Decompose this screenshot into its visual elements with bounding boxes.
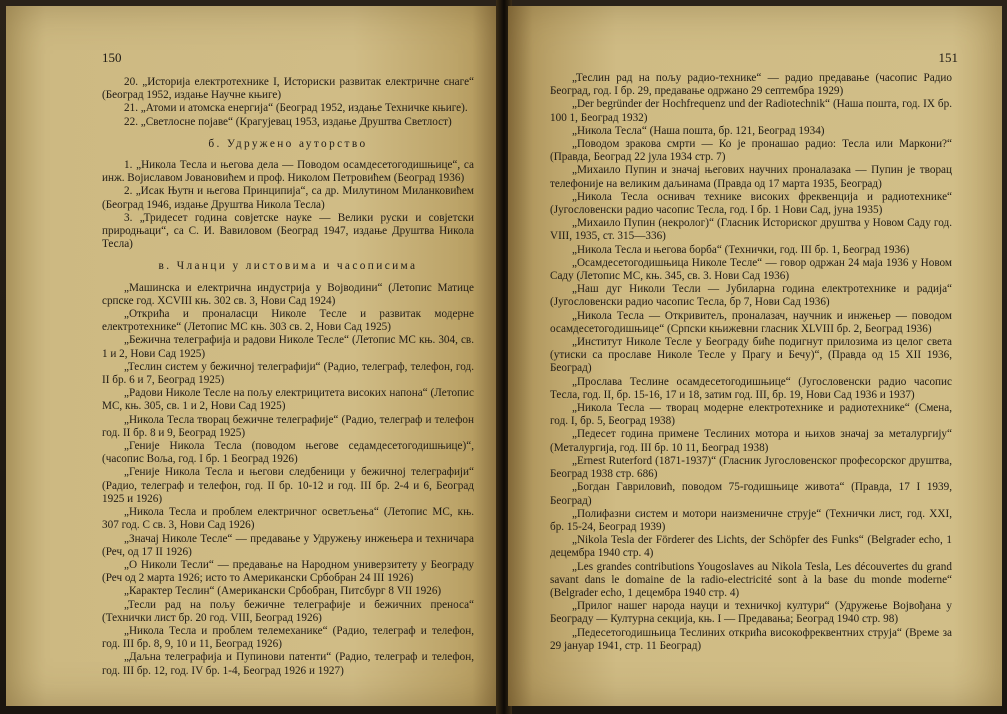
bib-entry: „Открића и проналасци Николе Тесле и развитак модерне електротехнике“ (Летопис МС књ. 303 св. 2, Нови Сад 1925) [102, 308, 474, 334]
bib-entry: 3. „Тридесет година совјетске науке — Велики руски и совјетски природњаци“, са С. И. Вавиловом (Београд 1947, издање Друштва Никола Тесла) [102, 211, 474, 251]
bib-entry: 2. „Исак Њутн и његова Принципија“, са др. Милутином Миланковићем (Београд 1946, издање Друштва Никола Тесла) [102, 185, 474, 211]
page-number: 150 [102, 50, 122, 65]
bib-entry: „Педесет година примене Теслиних мотора и њихов значај за металургију“ (Металургија, год. III бр. 10 11, Београд 1938) [550, 428, 952, 454]
bib-entry: „Институт Николе Тесле у Београду биће подигнут прилозима из целог света (утиски са прославе Николе Тесле у Прагу и Бечу)“, (Правда од 15 XII 1936, Београд) [550, 336, 952, 375]
bib-entry: 21. „Атоми и атомска енергија“ (Београд 1952, издање Техничке књиге). [124, 102, 468, 115]
bib-entry: „Геније Никола Тесла (поводом његове седамдесетогодишњице)“, (часопис Воља, год. I бр. 1 Београд 1926) [102, 440, 474, 466]
bib-entry: „О Николи Тесли“ — предавање на Народном универзитету у Београду (Реч од 2 марта 1926; исто то Американски Србобран 24 III 1926) [102, 558, 474, 585]
bib-entry: „Теслин систем у бежичној телеграфији“ (Радио, телеграф, телефон, год. II бр. 6 и 7, Београд 1925) [102, 360, 474, 387]
bib-entry: „Поводом зракова смрти — Ко је пронашао радио: Тесла или Маркони?“ (Правда, Београд 22 јула 1934 стр. 7) [550, 138, 952, 164]
bib-entry: „Михаило Пупин (некролог)“ (Гласник Историског друштва у Новом Саду год. VIII, 1935, ст. 315—336) [550, 217, 952, 243]
bib-entry: „Der begründer der Hochfrequenz und der Radiotechnik“ (Наша пошта, год. IX бр. 100 1, Београд 1932) [550, 98, 952, 124]
bib-entry: „Машинска и електрична индустрија у Војводини“ (Летопис Матице српске год. XCVIII књ. 302 св. 3, Нови Сад 1924) [102, 281, 474, 307]
bib-entry: „Даљна телеграфија и Пупинови патенти“ (Радио, телеграф и телефон, год. III бр. 12, год. IV бр. 1-4, Београд 1926 и 1927) [102, 651, 474, 677]
bib-entry: „Прилог нашег народа науци и техничкој култури“ (Удружење Војвођана у Београду — Културна секција, књ. I — Предавања; Београд 1940 стр. 98) [550, 600, 952, 626]
bib-entry: „Бежична телеграфија и радови Николе Тесле“ (Летопис МС књ. 304, св. 1 и 2, Нови Сад 1925) [102, 334, 474, 360]
bib-entry: „Полифазни систем и мотори наизменичне струје“ (Технички лист, год. XXI, бр. 15-24, Београд 1939) [550, 507, 952, 533]
page-number: 151 [938, 50, 958, 65]
left-page [6, 6, 502, 706]
left-page-text [102, 76, 474, 678]
bib-entry: „Теслин рад на пољу радио-технике“ — радио предавање (часопис Радио Београд, год. I бр. 29, предавање одржано 29 септембра 1929) [550, 72, 952, 98]
bib-entry: „Прослава Теслине осамдесетогодишњице“ (Југословенски радио часопис Тесла, год. II, бр. 15-16, 17 и 18, затим год. III, бр. 19, Нови Сад 1936 и 1937) [550, 375, 952, 401]
bib-entry: „Никола Тесла оснивач технике високих фреквенција и радиотехнике“ (Југословенски радио часопис Тесла, год. I бр. 1 Нови Сад, јуна 1935) [550, 190, 952, 217]
bib-entry: „Никола Тесла творац бежичне телеграфије“ (Радио, телеграф и телефон год. II бр. 8 и 9, Београд 1925) [102, 413, 474, 439]
right-page-text [550, 72, 952, 653]
bib-entry: „Богдан Гавриловић, поводом 75-годишњице живота“ (Правда, 17 I 1939, Београд) [550, 481, 952, 507]
bib-entry: 22. „Светлосне појаве“ (Крагујевац 1953, издање Друштва Светлост) [124, 115, 452, 128]
bib-entry: 20. „Историја електротехнике I, Историски развитак електричне снаге“ (Београд 1952, издање Научне књиге) [102, 76, 474, 102]
right-page [508, 6, 1002, 706]
bib-entry: „Никола Тесла — творац модерне електротехнике и радиотехнике“ (Смена, год. I, бр. 5, Београд 1938) [550, 402, 952, 428]
bib-entry: „Никола Тесла и проблем телемеханике“ (Радио, телеграф и телефон, год. III бр. 8, 9, 10 и 11, Београд 1926) [102, 624, 474, 651]
bib-entry: „Никола Тесла и проблем електричног осветљења“ (Летопис МС, књ. 307 год. С св. 3, Нови Сад 1926) [102, 506, 474, 532]
bib-entry: „Никола Тесла и његова борба“ (Технички, год. III бр. 1, Београд 1936) [572, 243, 910, 256]
bib-entry: „Осамдесетогодишњица Николе Тесле“ — говор одржан 24 маја 1936 у Новом Саду (Летопис МС, књ. 345, св. 3. Нови Сад 1936) [550, 256, 952, 283]
bib-entry: „Радови Николе Тесле на пољу електрицитета високих напона“ (Летопис МС, књ. 305, св. 1 и 2, Нови Сад 1925) [102, 387, 474, 413]
section-heading: б. Удружено ауторство [208, 137, 368, 150]
bib-entry: „Михаило Пупин и значај његових научних проналазака — Пупин је творац телефоније на великим даљинама (Правда од 17 марта 1935, Београд) [550, 164, 952, 190]
bib-entry: „Значај Николе Тесле“ — предавање у Удружењу инжењера и техничара (Реч, од 17 II 1926) [102, 532, 474, 558]
bib-entry: „Карактер Теслин“ (Американски Србобран, Питсбург 8 VII 1926) [124, 585, 442, 598]
bib-entry: „Никола Тесла — Откривитељ, проналазач, научник и инжењер — поводом осамдесетогодишњице“ (Српски књижевни гласник XLVIII бр. 2, Београд 1936) [550, 309, 952, 335]
section-heading: в. Чланци у листовима и часописима [158, 260, 418, 273]
bib-entry: „Никола Тесла“ (Наша пошта, бр. 121, Београд 1934) [572, 124, 825, 137]
bib-entry: 1. „Никола Тесла и његова дела — Поводом осамдесетогодишњице“, са инж. Војиславом Јовановићем и проф. Николом Петровићем (Београд 1936) [102, 159, 474, 185]
bib-entry: „Nikola Tesla der Förderer des Lichts, der Schöpfer des Funks“ (Belgrader echo, 1 децембра 1940 стр. 4) [550, 534, 952, 560]
bib-entry: „Геније Никола Тесла и његови следбеници у бежичној телеграфији“ (Радио, телеграф и телефон, год. II бр. 10-12 и год. III бр. 2-4 и 6, Београд 1925 и 1926) [102, 466, 474, 505]
bib-entry: „Ernest Ruterford (1871-1937)“ (Гласник Југословенског професорског друштва, Београд 1938 стр. 686) [550, 454, 952, 481]
bib-entry: „Les grandes contributions Yougoslaves au Nikola Tesla, Les découvertes du grand savant dans le domaine de la radio-electricité sont à la base du monde moderne“ (Belgrader echo, 1 децембра 1940 стр. 4) [550, 560, 952, 599]
bib-entry: „Тесли рад на пољу бежичне телеграфије и бежичних преноса“ (Технички лист бр. 20 год. VIII, Београд 1926) [102, 598, 474, 624]
bib-entry: „Педесетогодишњица Теслиних открића високофреквентних струја“ (Време за 29 јануар 1941, стр. 11 Београд) [550, 626, 952, 652]
bib-entry: „Наш дуг Николи Тесли — Јубиларна година електротехнике и радија“ (Југословенски радио часопис Тесла, бр 7, Нови Сад 1936) [550, 283, 952, 309]
